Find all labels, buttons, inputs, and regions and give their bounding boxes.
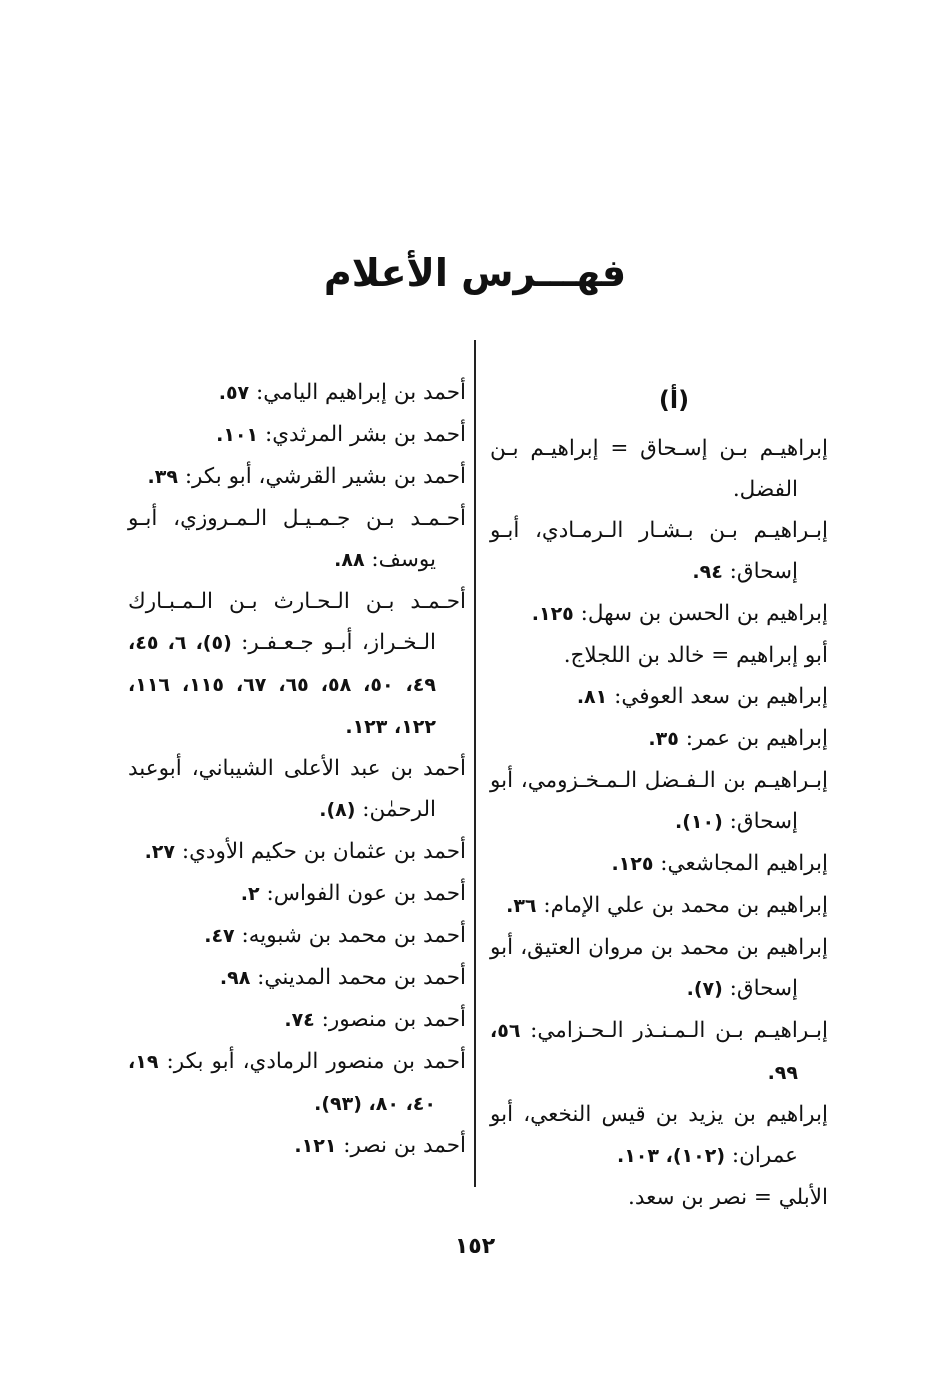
entry-name: إبراهيم بن الحسن بن سهل:	[580, 601, 828, 626]
index-entry	[490, 1094, 828, 1177]
index-entry	[490, 1177, 828, 1218]
index-column-right	[490, 372, 828, 1218]
entry-pages: ١٢١.	[294, 1135, 337, 1157]
index-entry	[490, 676, 828, 718]
entry-pages: ٨٨.	[334, 549, 365, 571]
entry-pages: ٥٧.	[218, 382, 250, 404]
entry-name: أحمد بن بشر المرثدي:	[264, 422, 466, 447]
index-entry	[128, 831, 466, 873]
index-entry	[490, 718, 828, 760]
entry-name: أحـمـد بـن الـحـارث بـن الـمـبـارك الـخـراز، أبـو جـعـفـر:	[128, 589, 466, 655]
entry-pages: ١٢٥.	[611, 853, 654, 875]
entry-pages: ٣٩.	[147, 466, 178, 488]
entry-name: أحمد بن محمد بن شبويه:	[241, 923, 466, 948]
letter-heading: (أ)	[658, 386, 690, 414]
index-entry	[490, 1010, 828, 1094]
index-entry	[490, 635, 828, 676]
entry-name: أحمد بن عثمان بن حكيم الأودي:	[181, 839, 466, 864]
entry-pages: (٥)، ٦، ٤٥، ٤٩، ٥٠، ٥٨، ٦٥، ٦٧، ١١٥، ١١٦، ١٢٢، ١٢٣.	[128, 632, 436, 738]
page-number: ١٥٢	[454, 1234, 496, 1259]
index-entry	[128, 581, 466, 748]
entry-name: أحمد بن عون الفواس:	[266, 881, 466, 906]
index-entry	[490, 885, 828, 927]
entry-name: إبراهيـم بـن إسـحاق = إبراهيـم بـن الفضل.	[490, 436, 828, 502]
entry-name: إبراهيم المجاشعي:	[660, 851, 828, 876]
index-entry	[128, 999, 466, 1041]
index-entry	[490, 428, 828, 510]
entry-pages: ١٩، ٤٠، ٨٠، (٩٣).	[128, 1051, 436, 1115]
index-entry	[128, 372, 466, 414]
entry-name: أحمد بن إبراهيم اليامي:	[255, 380, 466, 405]
index-entry	[128, 873, 466, 915]
entry-pages: ٣٥.	[648, 728, 679, 750]
entry-name: إبـراهيـم بـن بـشـار الـرمـادي، أبـو إسحاق:	[490, 518, 828, 584]
entry-pages: ١٢٥.	[531, 603, 574, 625]
index-entry	[128, 1125, 466, 1167]
entry-pages: (٧).	[686, 978, 723, 1000]
entry-name: أبو إبراهيم = خالد بن اللجلاج.	[563, 643, 828, 668]
entry-pages: ٥٦، ٩٩.	[490, 1020, 798, 1084]
entry-pages: ٤٧.	[204, 925, 235, 947]
right-entries-list	[490, 428, 828, 1218]
entry-name: إبراهيم بن عمر:	[685, 726, 828, 751]
entry-pages: ٢٧.	[144, 841, 175, 863]
index-entry	[490, 927, 828, 1010]
entry-pages: (١٠٢)، ١٠٣.	[616, 1145, 726, 1167]
entry-name: أحمد بن نصر:	[343, 1133, 466, 1158]
entry-name: أحمد بن محمد المديني:	[257, 965, 466, 990]
index-entry	[128, 456, 466, 498]
entry-pages: ٨١.	[576, 686, 608, 708]
entry-name: أحمد بن عبد الأعلى الشيباني، أبوعبد الرحمٰن:	[128, 756, 466, 822]
index-entry	[128, 915, 466, 957]
entry-name: إبراهيم بن محمد بن علي الإمام:	[543, 893, 828, 918]
left-entries-list	[128, 372, 466, 1167]
entry-pages: ٣٦.	[506, 895, 537, 917]
index-entry	[490, 593, 828, 635]
index-entry	[128, 498, 466, 581]
entry-pages: ٩٨.	[219, 967, 251, 989]
entry-pages: ١٠١.	[216, 424, 259, 446]
entry-name: إبراهيم بن محمد بن مروان العتيق، أبو إسحاق:	[490, 935, 828, 1001]
index-entry	[128, 748, 466, 831]
index-entry	[128, 957, 466, 999]
index-entry	[490, 760, 828, 843]
index-entry	[490, 510, 828, 593]
entry-name: إبراهيم بن يزيد بن قيس النخعي، أبو عمران:	[490, 1102, 828, 1168]
entry-name: الأبلي = نصر بن سعد.	[628, 1185, 828, 1210]
entry-pages: ٩٤.	[692, 561, 723, 583]
entry-name: أحمد بن منصور:	[321, 1007, 466, 1032]
index-column-left	[128, 372, 466, 1167]
entry-pages: (٨).	[319, 799, 356, 821]
entry-pages: (١٠).	[675, 811, 723, 833]
page-title: فهـــرس الأعلام	[323, 251, 627, 296]
index-entry	[490, 843, 828, 885]
entry-name: إبـراهيـم بـن الـمـنـذر الـحـزامي:	[530, 1018, 828, 1043]
entry-name: إبـراهيـم بن الـفـضل الـمـخـزومي، أبو إسحاق:	[490, 768, 828, 834]
entry-name: أحمد بن منصور الرمادي، أبو بكر:	[166, 1049, 466, 1074]
entry-name: أحمد بن بشير القرشي، أبو بكر:	[184, 464, 466, 489]
index-entry	[128, 414, 466, 456]
index-entry	[128, 1041, 466, 1125]
entry-pages: ٢.	[240, 883, 260, 905]
column-divider	[474, 340, 476, 1187]
entry-name: إبراهيم بن سعد العوفي:	[614, 684, 828, 709]
entry-pages: ٧٤.	[284, 1009, 315, 1031]
entry-name: أحـمـد بـن جـمـيـل الـمـروزي، أبـو يوسف:	[128, 506, 466, 572]
